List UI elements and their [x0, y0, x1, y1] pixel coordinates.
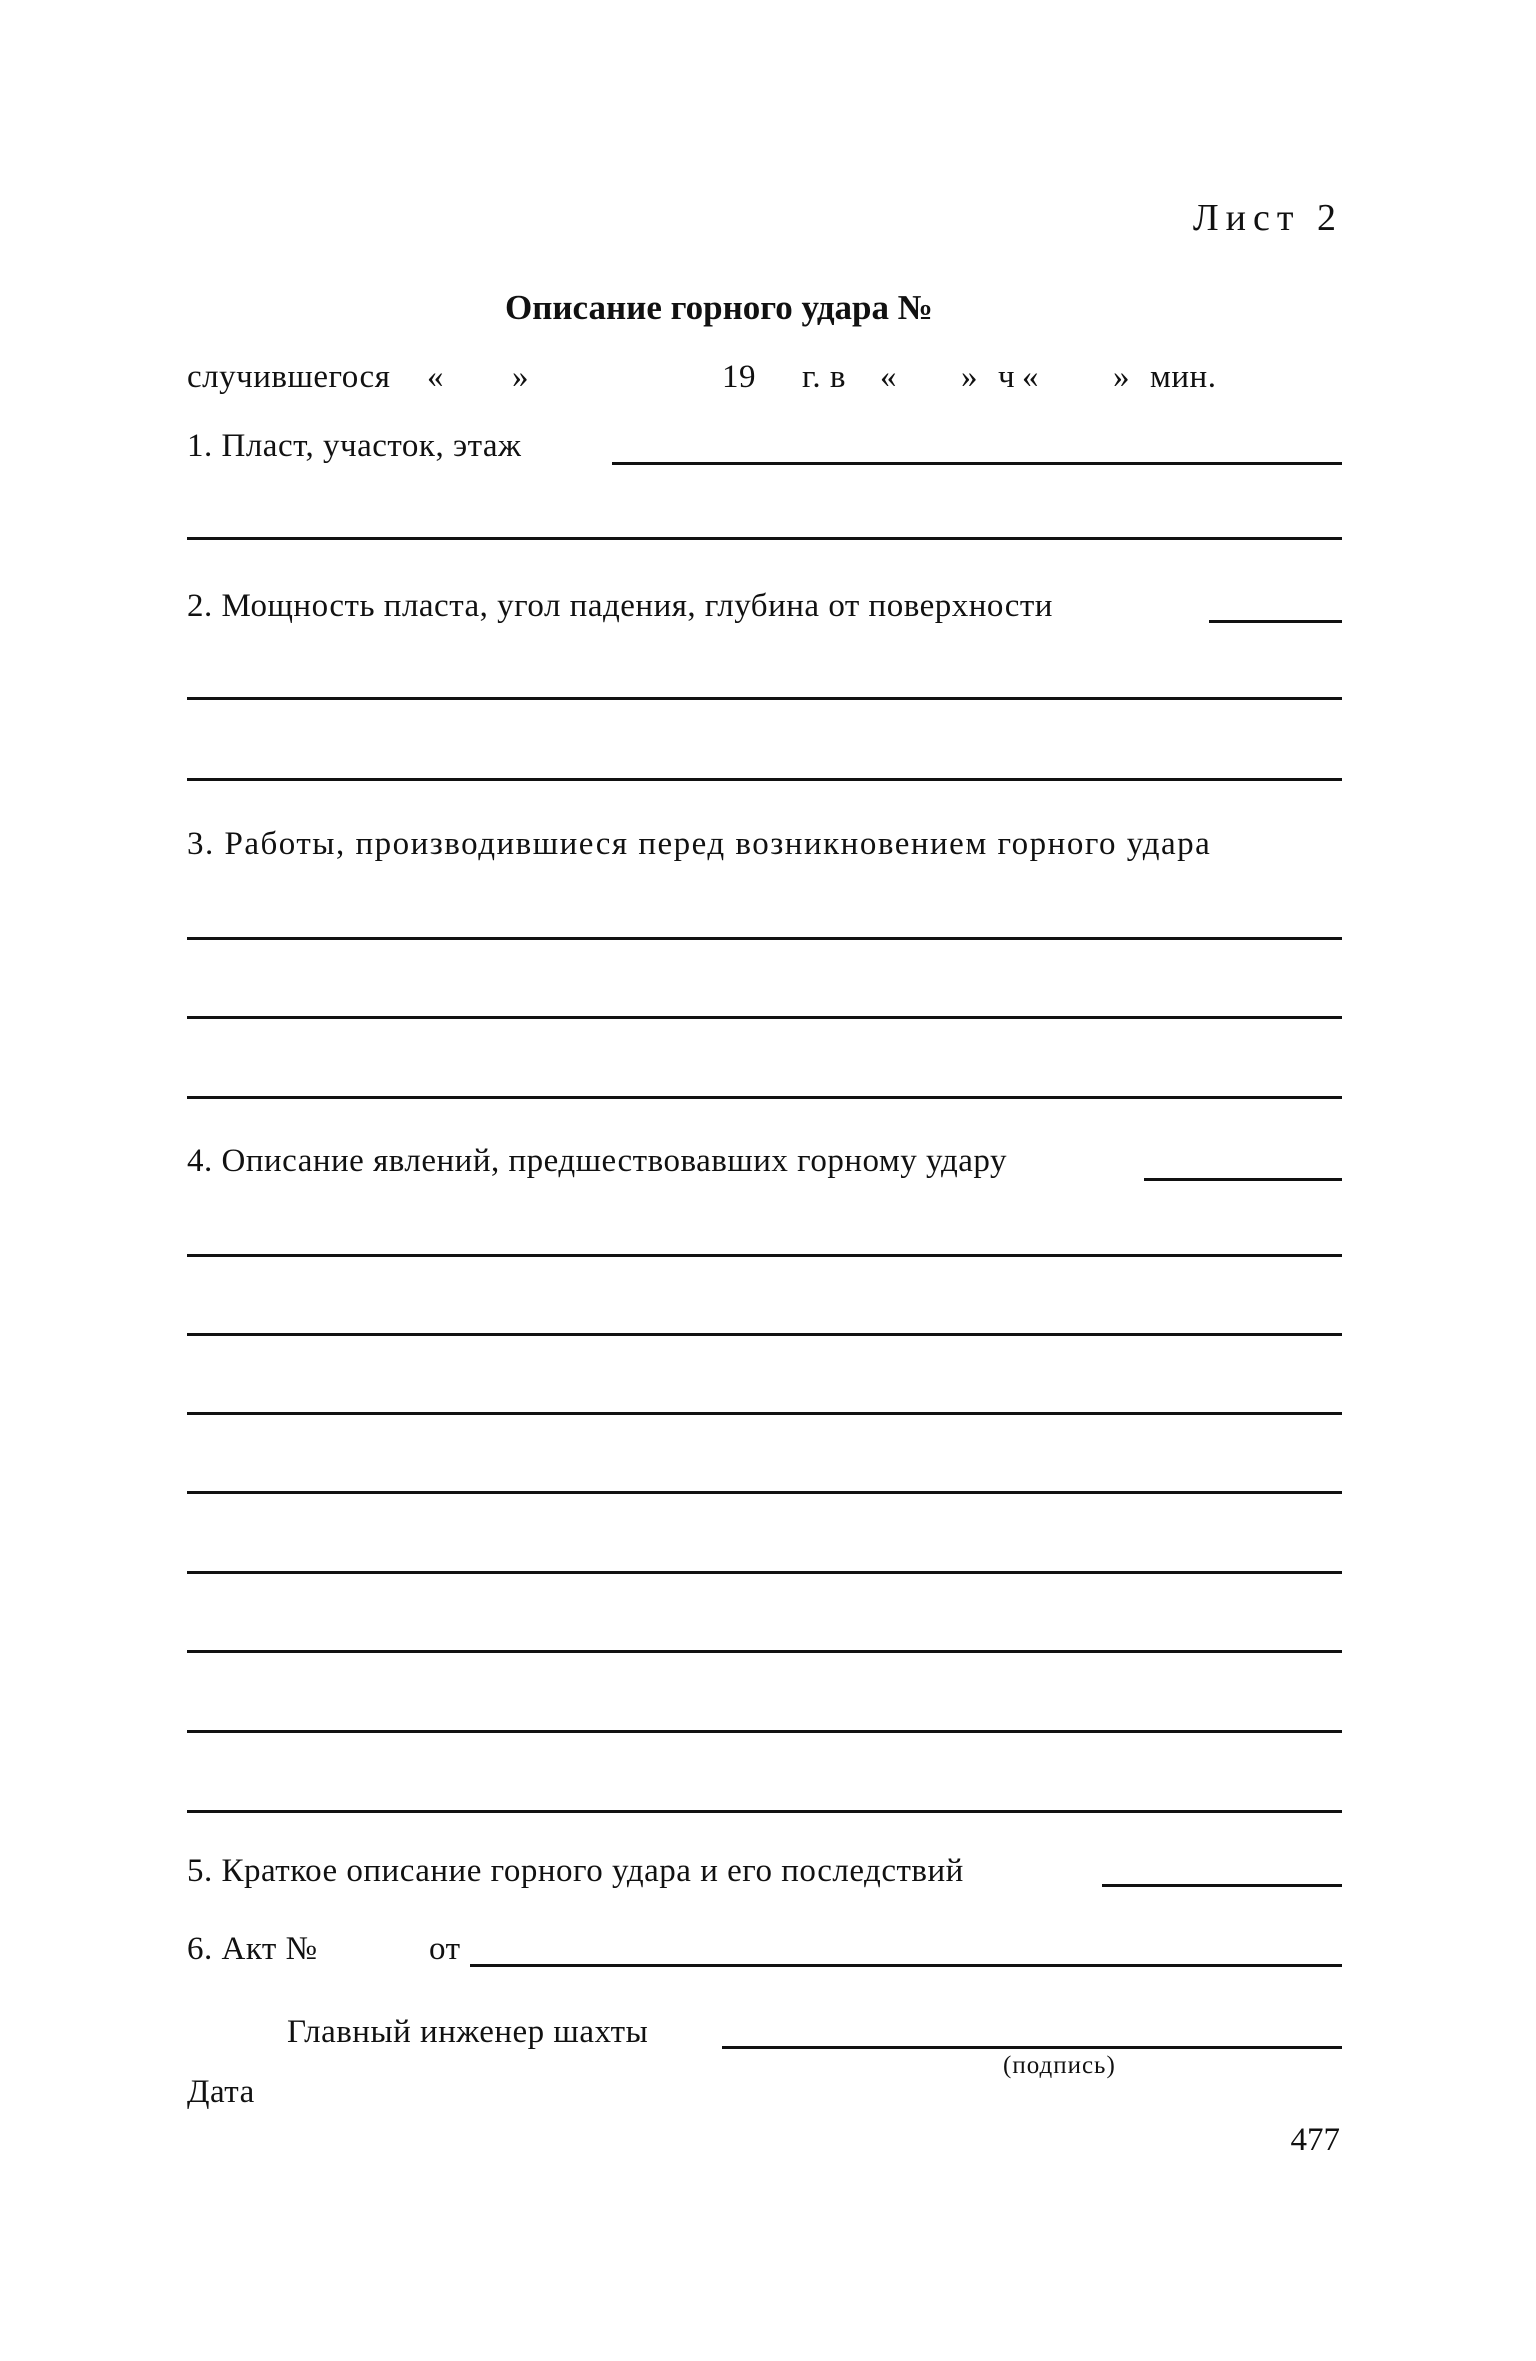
signature-caption: (подпись) [1003, 2052, 1116, 2079]
item-3-line[interactable] [187, 1096, 1342, 1099]
year-prefix: 19 [722, 359, 756, 395]
item-3-label: 3. Работы, производившиеся перед возникновением горного удара [187, 826, 1212, 862]
item-5-label: 5. Краткое описание горного удара и его последствий [187, 1853, 964, 1889]
item-4-line[interactable] [187, 1333, 1342, 1336]
item-5-fill-line[interactable] [1102, 1884, 1342, 1887]
minute-quote-open: « [1022, 359, 1039, 395]
item-4-line[interactable] [187, 1571, 1342, 1574]
item-4-line[interactable] [187, 1650, 1342, 1653]
hour-unit: ч [998, 359, 1016, 395]
item-3-line[interactable] [187, 937, 1342, 940]
item-1-label: 1. Пласт, участок, этаж [187, 428, 522, 464]
item-4-line[interactable] [187, 1412, 1342, 1415]
day-quote-close: » [512, 359, 529, 395]
item-2-label: 2. Мощность пласта, угол падения, глубина от поверхности [187, 588, 1053, 624]
day-quote-open: « [427, 359, 444, 395]
item-4-fill-line[interactable] [1144, 1178, 1342, 1181]
item-4-line[interactable] [187, 1491, 1342, 1494]
item-2-extra-line[interactable] [187, 778, 1342, 781]
item-1-extra-line[interactable] [187, 537, 1342, 540]
item-2-extra-line[interactable] [187, 697, 1342, 700]
item-3-line[interactable] [187, 1016, 1342, 1019]
page-number: 477 [1290, 2122, 1340, 2158]
chief-engineer-label: Главный инженер шахты [287, 2014, 649, 2050]
item-4-label: 4. Описание явлений, предшествовавших горному удару [187, 1143, 1007, 1179]
item-6-fill-line[interactable] [470, 1964, 1342, 1967]
sheet-number: Лист 2 [1192, 197, 1343, 239]
year-unit: г. в [802, 359, 846, 395]
item-2-fill-line[interactable] [1209, 620, 1342, 623]
item-6-from-label: от [429, 1931, 461, 1967]
occurred-label: случившегося [187, 359, 391, 395]
minute-unit: мин. [1150, 359, 1217, 395]
item-4-line[interactable] [187, 1730, 1342, 1733]
date-label: Дата [187, 2074, 255, 2110]
hour-quote-close: » [961, 359, 978, 395]
minute-quote-close: » [1113, 359, 1130, 395]
hour-quote-open: « [880, 359, 897, 395]
item-4-line[interactable] [187, 1810, 1342, 1813]
form-title: Описание горного удара № [505, 288, 933, 327]
item-1-fill-line[interactable] [612, 462, 1342, 465]
signature-line[interactable] [722, 2046, 1342, 2049]
item-4-line[interactable] [187, 1254, 1342, 1257]
item-6-label: 6. Акт № [187, 1931, 318, 1967]
